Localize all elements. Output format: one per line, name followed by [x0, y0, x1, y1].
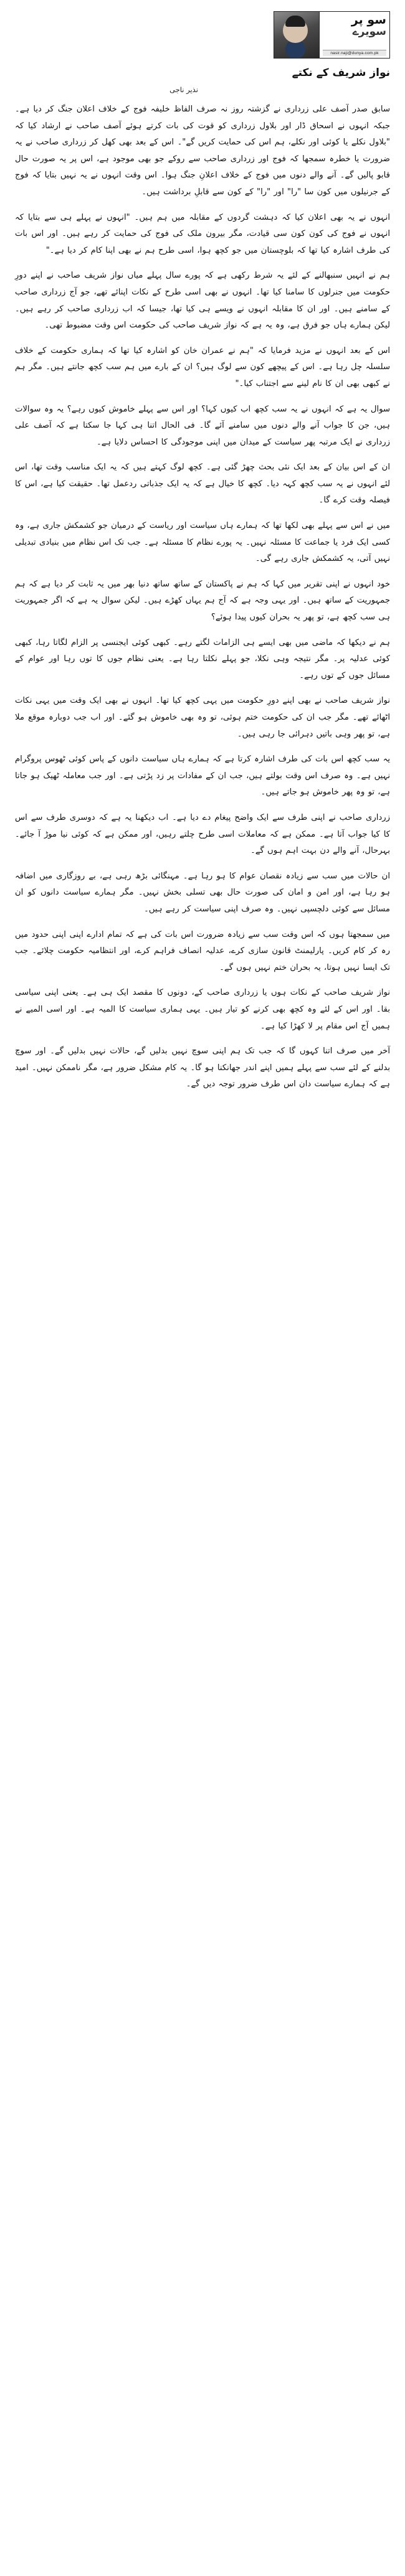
- article-body: [15, 101, 390, 1093]
- article-paragraph: یہ سب کچھ اس بات کی طرف اشارہ کرتا ہے کہ ہمارے ہاں سیاست دانوں کے پاس کوئی ٹھوس پروگرام نہیں ہے۔ وہ صرف اس وقت بولتے ہیں، جب ان کے مفادات پر زد پڑتی ہے۔ اور جب معاملہ ٹھیک ہو جاتا ہے، تو وہ پھر خاموش ہو جاتے ہیں۔: [15, 754, 390, 797]
- logo-text-block: [320, 12, 389, 58]
- article-paragraph: ہم نے انہیں سنبھالنے کے لئے یہ شرط رکھی ہے کہ پورے سال پہلے میاں نواز شریف صاحب نے اپنے دورِ حکومت میں جنرلوں کا سامنا کیا تھا۔ انہوں نے بھی اسی طرح کے نکات اپنائے تھے، جو آج زرداری صاحب کے سامنے ہیں۔ اور ان کا مقابلہ انہوں نے ویسے ہی کیا تھا، جیسا کہ اب زرداری صاحب کر رہے ہیں۔ لیکن ہمارے ہاں جو فرق ہے، وہ یہ ہے کہ نواز شریف صاحب کی حکومت اس وقت مضبوط تھی۔: [15, 271, 390, 331]
- article-paragraph: آخر میں صرف اتنا کہوں گا کہ جب تک ہم اپنی سوچ نہیں بدلیں گے، حالات نہیں بدلیں گے۔ اور سوچ بدلنے کے لئے سب سے پہلے ہمیں اپنے اندر جھانکنا ہو گا۔ یہ کام مشکل ضرور ہے، مگر ناممکن نہیں۔ امید ہے کہ ہمارے سیاست دان اس طرف ضرور توجہ دیں گے۔: [15, 1046, 390, 1089]
- author-byline: نذیر ناجی: [169, 85, 198, 94]
- publication-logo: [274, 11, 390, 59]
- article-paragraph: نواز شریف صاحب کے نکات ہوں یا زرداری صاحب کے، دونوں کا مقصد ایک ہی ہے۔ یعنی اپنی سیاسی بقا۔ اور اس کے لئے وہ کچھ بھی کرنے کو تیار ہیں۔ یہی ہماری سیاست کا المیہ ہے۔ اور اسی المیے نے ہمیں آج اس مقام پر لا کھڑا کیا ہے۔: [15, 988, 390, 1031]
- article-paragraph: نواز شریف صاحب نے بھی اپنے دورِ حکومت میں یہی کچھ کیا تھا۔ انہوں نے بھی ایک وقت میں یہی نکات اٹھائے تھے۔ مگر جب ان کی حکومت ختم ہوئی، تو وہ بھی خاموش ہو گئے۔ اور اب جب دوبارہ موقع ملا ہے، تو پھر وہی باتیں دہرائی جا رہی ہیں۔: [15, 696, 390, 739]
- article-paragraph: زرداری صاحب نے اپنی طرف سے ایک واضح پیغام دے دیا ہے۔ اب دیکھنا یہ ہے کہ دوسری طرف سے اس کا کیا جواب آتا ہے۔ ممکن ہے کہ معاملات اسی طرح چلتے رہیں، اور ممکن ہے کہ کوئی نیا موڑ آ جائے۔ بہرحال، آنے والے دن بہت اہم ہوں گے۔: [15, 812, 390, 856]
- article-paragraph: میں سمجھتا ہوں کہ اس وقت سب سے زیادہ ضرورت اس بات کی ہے کہ تمام ادارے اپنی اپنی حدود میں رہ کر کام کریں۔ پارلیمنٹ قانون سازی کرے، عدلیہ انصاف فراہم کرے، اور انتظامیہ حکومت چلائے۔ جب تک ایسا نہیں ہوتا، یہ بحران ختم نہیں ہوں گے۔: [15, 929, 390, 972]
- article-paragraph: خود انہوں نے اپنی تقریر میں کہا کہ ہم نے پاکستان کے ساتھ ساتھ دنیا بھر میں یہ ثابت کر دیا ہے کہ ہم جمہوریت کے ساتھ ہیں۔ اور یہی وجہ ہے کہ آج ہم یہاں کھڑے ہیں۔ لیکن سوال یہ ہے کہ اگر جمہوریت ہی سب کچھ ہے، تو پھر یہ بحران کیوں پیدا ہوئے؟: [15, 579, 390, 623]
- article-paragraph: سابق صدر آصف علی زرداری نے گزشتہ روز نہ صرف الفاظ خلیفہ فوج کے خلاف اعلان جنگ کر دیا ہے۔ جبکہ انہوں نے اسحاق ڈار اور بلاول زرداری کو قوت کی بات کرتے ہوئے آصف صاحب نے ارشاد کیا کہ "بلاول نکلے یا کوئی اور نکلے، ہم اس کی حمایت کریں گے"۔ اس کے بعد بھی کھل کر زرداری صاحب نے یہ ضرورت یا خطرہ سمجھا کہ فوج اور زرداری صاحب سے روکے جو بھی موجود ہے، اس پر یہ صورت حال قابو پالیں گے۔ آنے والے دنوں میں فوج کے خلاف اعلانِ جنگ ہوا۔ اس وقت انہوں نے یہ نہیں بتایا کہ فوج کے جرنیلوں میں کون سا "را" اور "را" کے کون سے قابلِ برداشت ہیں۔: [15, 105, 390, 197]
- article-paragraph: ان کے اس بیان کے بعد ایک نئی بحث چھڑ گئی ہے۔ کچھ لوگ کہتے ہیں کہ یہ ایک مناسب وقت تھا، اس لئے انہوں نے یہ سب کچھ کہہ دیا۔ کچھ کا خیال ہے کہ یہ ایک جذباتی ردعمل تھا۔ حقیقت کیا ہے، اس کا فیصلہ وقت کرے گا۔: [15, 463, 390, 505]
- logo-line-2: سویرے: [352, 25, 386, 38]
- article-paragraph: اس کے بعد انہوں نے مزید فرمایا کہ "ہم نے عمران خان کو اشارہ کیا تھا کہ ہماری حکومت کے خلاف سلسلہ چل رہا ہے۔ اس کے پیچھے کون سے لوگ ہیں؟ ان کے بارے میں ہم سب کچھ جانتے ہیں۔ مگر ہم نے کبھی بھی ان کا نام لینے سے اجتناب کیا۔": [15, 346, 390, 388]
- article-paragraph: میں نے اس سے پہلے بھی لکھا تھا کہ ہمارے ہاں سیاست اور ریاست کے درمیان جو کشمکش جاری ہے، وہ کسی ایک فرد یا جماعت کا مسئلہ نہیں۔ یہ پورے نظام کا مسئلہ ہے۔ جب تک اس نظام میں بنیادی تبدیلی نہیں آتی، یہ کشمکش جاری رہے گی۔: [15, 521, 390, 564]
- page-title: نواز شریف کے نکتے: [292, 67, 390, 79]
- logo-line-1: سو پر: [351, 13, 386, 27]
- logo-urdu-text: [323, 14, 386, 38]
- article-paragraph: ہم نے دیکھا کہ ماضی میں بھی ایسے ہی الزامات لگتے رہے۔ کبھی کوئی ایجنسی پر الزام لگاتا رہا، کبھی کوئی عدلیہ پر۔ مگر نتیجہ وہی نکلا، جو پہلے نکلتا رہا ہے۔ یعنی نظام جوں کا توں رہا اور عوام کے مسائل جوں کے توں رہے۔: [15, 637, 390, 680]
- columnist-portrait-icon: [274, 12, 320, 58]
- masthead: [15, 11, 390, 65]
- article-paragraph: انہوں نے یہ بھی اعلان کیا کہ دہشت گردوں کے مقابلہ میں ہم ہیں۔ "انہوں نے پہلے ہی سے بتایا کہ انہوں نے فوج کی کون کون سی قیادت، مگر بیرون ملک کی فوج کی حمایت کر رہے ہیں۔ اور اس بات کی طرف اشارہ کیا تھا کہ بلوچستان میں جو کچھ ہوا، اسی طرح ہم نے بھی اپنا کام کر دیا ہے۔": [15, 212, 390, 255]
- logo-email-text: nasir.naji@dunya.com.pk: [323, 50, 386, 56]
- title-row: [15, 66, 390, 79]
- article-paragraph: ان حالات میں سب سے زیادہ نقصان عوام کا ہو رہا ہے۔ مہنگائی بڑھ رہی ہے، بے روزگاری میں اضافہ ہو رہا ہے، اور امن و امان کی صورت حال بھی تسلی بخش نہیں۔ مگر ہمارے سیاست دانوں کو ان مسائل سے کوئی دلچسپی نہیں۔ وہ صرف اپنی سیاست کر رہے ہیں۔: [15, 871, 390, 914]
- article-paragraph: سوال یہ ہے کہ انہوں نے یہ سب کچھ اب کیوں کہا؟ اور اس سے پہلے خاموش کیوں رہے؟ یہ وہ سوالات ہیں، جن کا جواب آنے والے دنوں میں سامنے آئے گا۔ فی الحال اتنا ہی کہا جا سکتا ہے کہ آصف علی زرداری نے ایک مرتبہ پھر سیاست کے میدان میں اپنی موجودگی کا احساس دلایا ہے۔: [15, 404, 390, 447]
